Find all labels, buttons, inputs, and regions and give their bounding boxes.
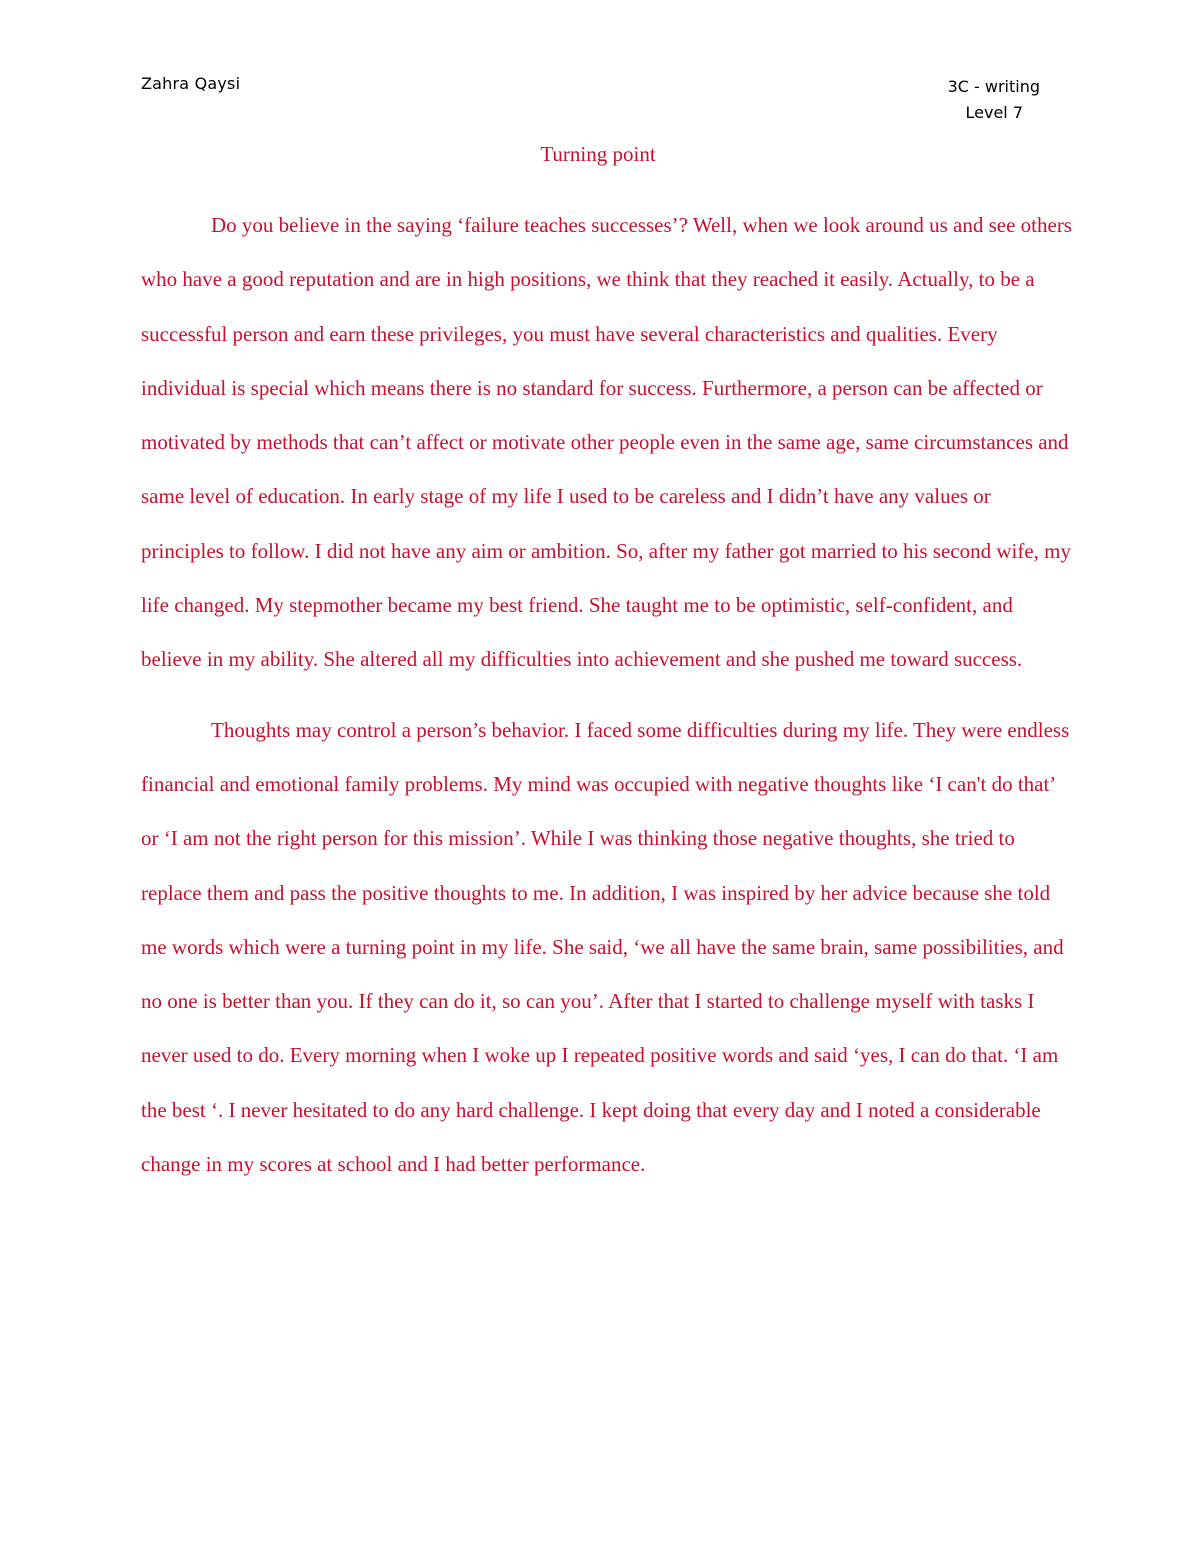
paragraph-2: Thoughts may control a person’s behavior. I faced some difficulties during my life. They were endless financial and emotional family problems. My mind was occupied with negative thoughts like ‘I can't do that’ or ‘I am not the right person for this mission’. While I was thinking those negative thoughts, she tried to replace them and pass the positive thoughts to me. In addition, I was inspired by her advice because she told me words which were a turning point in my life. She said, ‘we all have the same brain, same possibilities, and no one is better than you. If they can do it, so can you’. After that I started to challenge myself with tasks I never used to do. Every morning when I woke up I repeated positive words and said ‘yes, I can do that. ‘I am the best ‘. I never hesitated to do any hard challenge. I kept doing that every day and I noted a considerable change in my scores at school and I had better performance. [141,717,1070,1177]
document-title: Turning point [540,142,656,166]
document-body [141,198,1076,1191]
paragraph-1: Do you believe in the saying ‘failure teaches successes’? Well, when we look around us and see others who have a good reputation and are in high positions, we think that they reached it easily. Actually, to be a successful person and earn these privileges, you must have several characteristics and qualities. Every individual is special which means there is no standard for success. Furthermore, a person can be affected or motivated by methods that can’t affect or motivate other people even in the same age, same circumstances and same level of education. In early stage of my life I used to be careless and I didn’t have any values or principles to follow. I did not have any aim or ambition. So, after my father got married to his second wife, my life changed. My stepmother became my best friend. She taught me to be optimistic, self-confident, and believe in my ability. She altered all my difficulties into achievement and she pushed me toward success. [141,213,1072,672]
course-label: 3C - writing [947,77,1040,96]
author-name: Zahra Qaysi [141,74,241,93]
header-course-info [900,74,1040,126]
level-label: Level 7 [965,103,1023,122]
